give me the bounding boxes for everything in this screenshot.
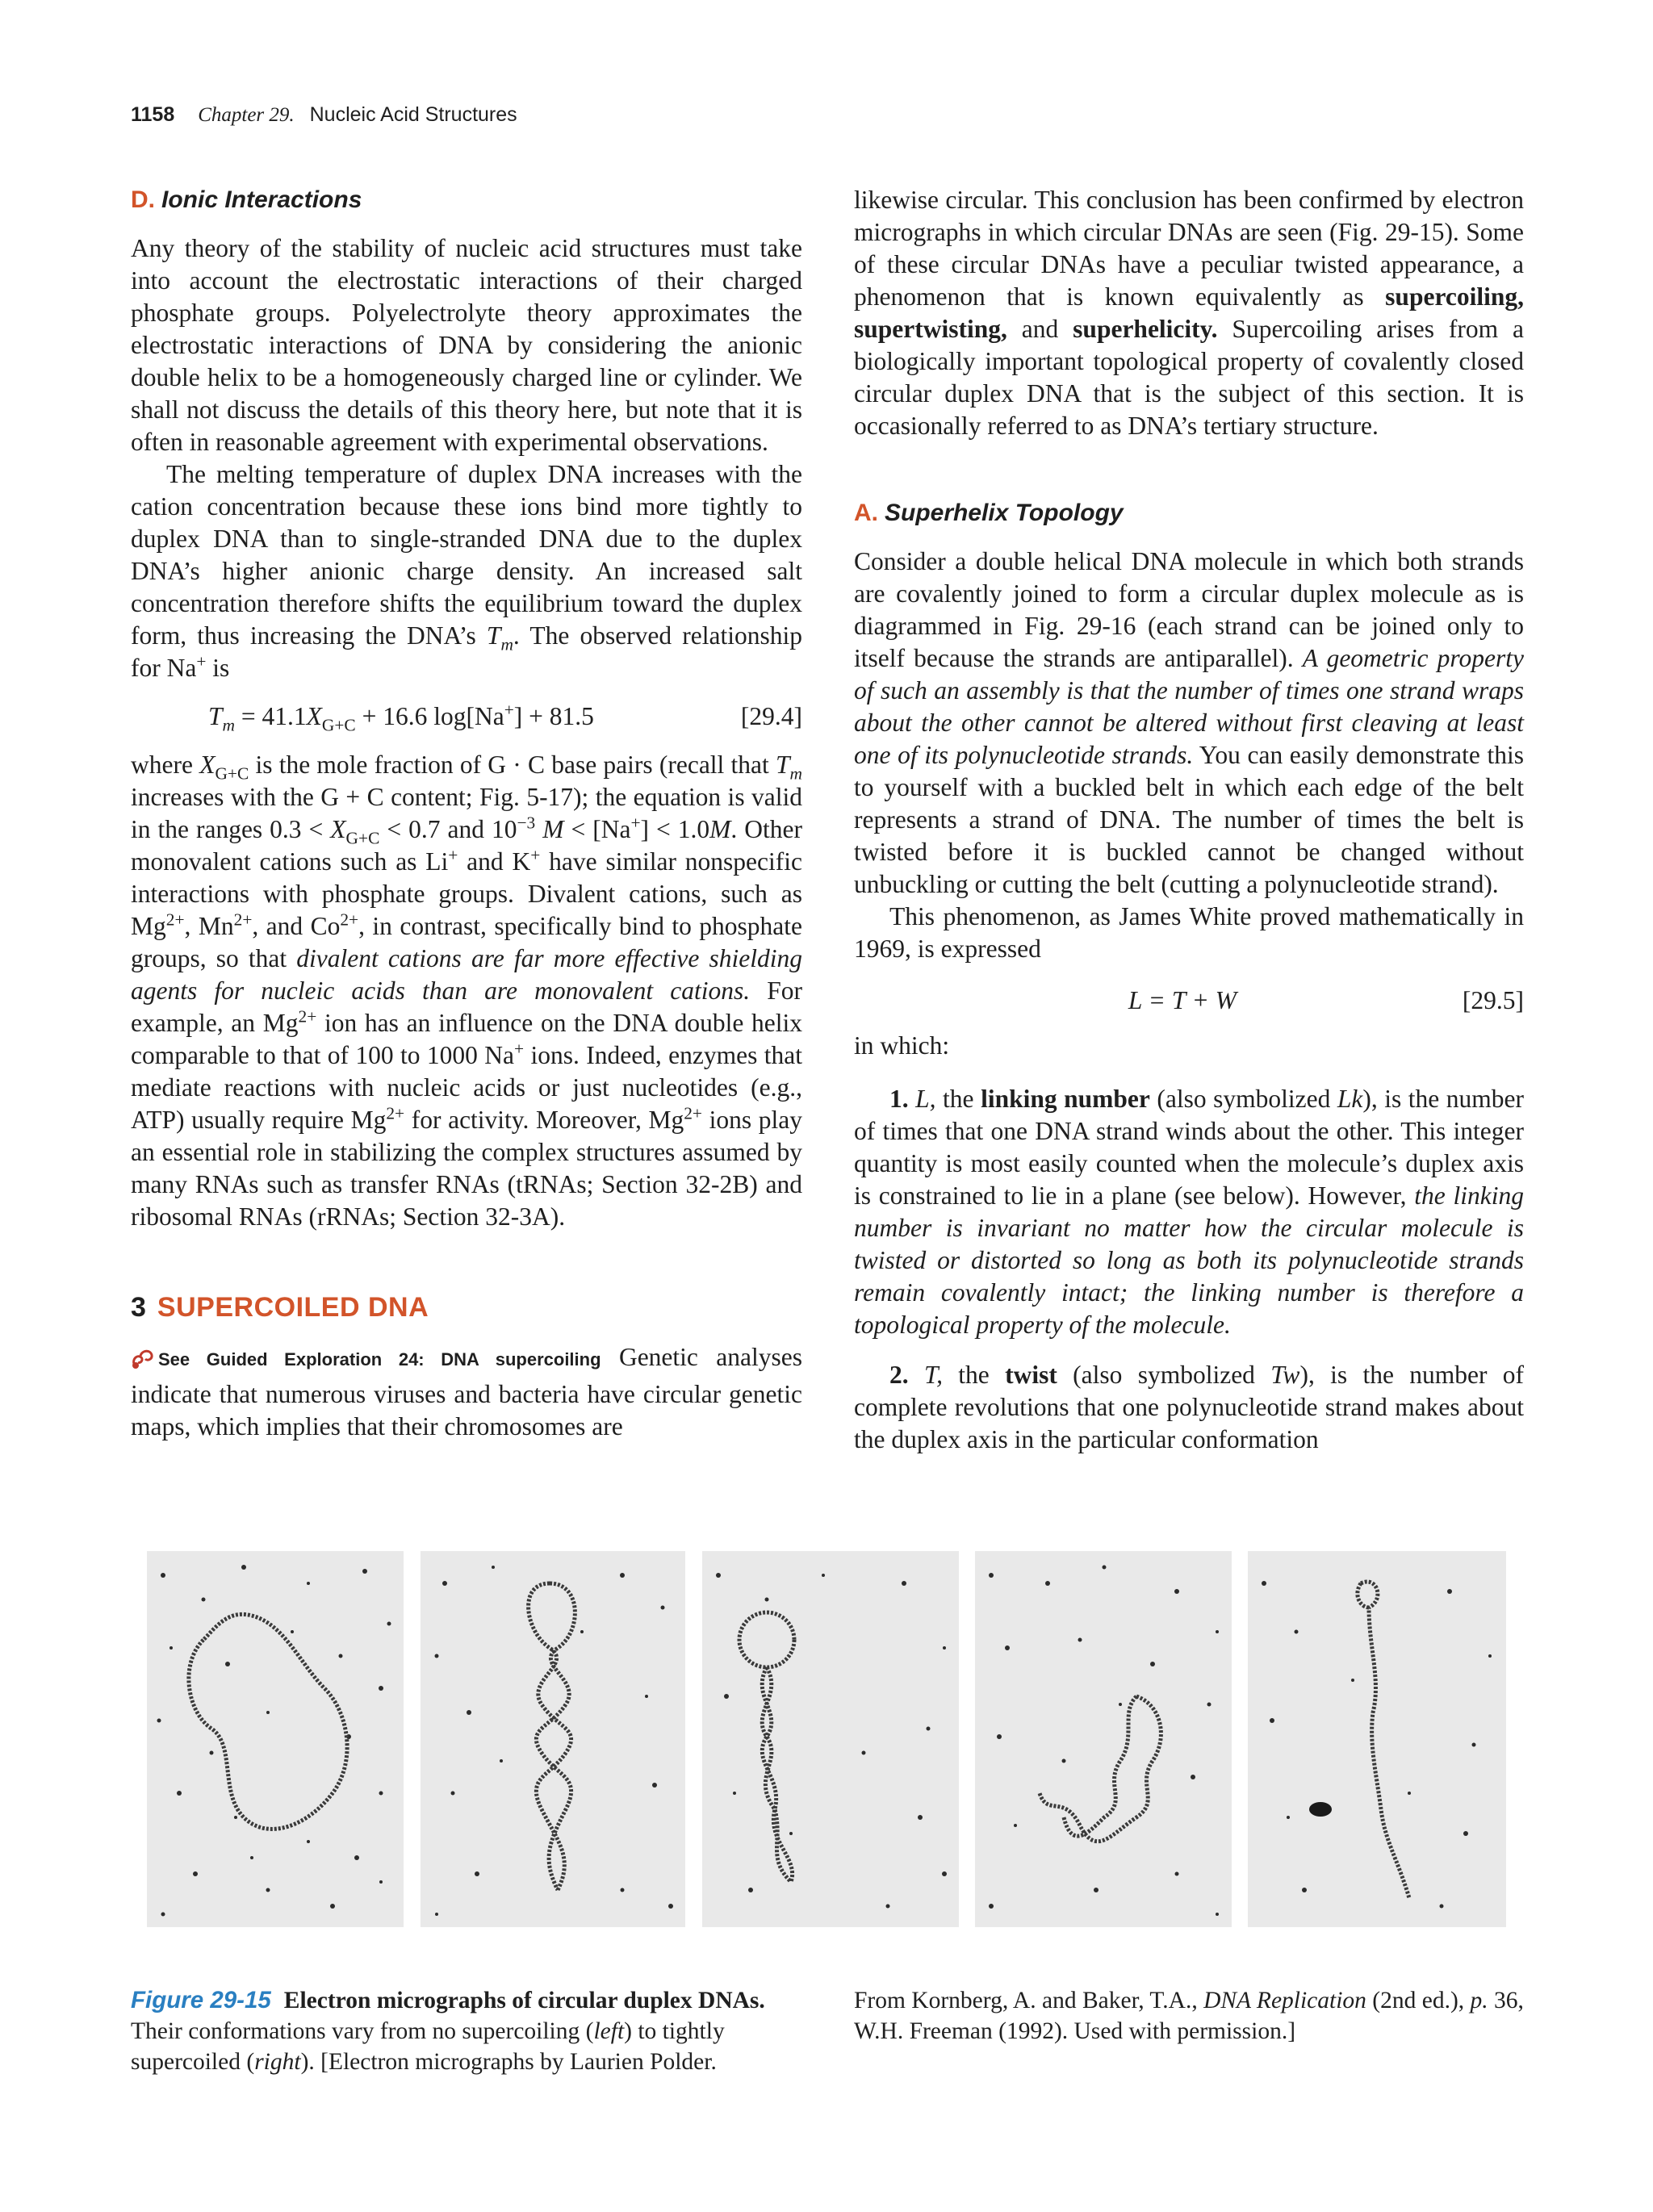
equation-29-4-number: [29.4] — [740, 702, 802, 730]
section-3-heading — [131, 1291, 802, 1323]
list-item-twist: 2. T, the twist (also symbolized Tw), is the number of complete revolutions that one polynucleotide strand makes about the duplex axis in the particular conformation — [854, 1361, 1525, 1453]
micrograph-moderately-supercoiled — [702, 1551, 959, 1927]
guided-exploration-icon[interactable] — [131, 1346, 155, 1378]
figure-caption: Figure 29-15 Electron micrographs of circular duplex DNAs. Their conformations vary from no supercoiling (left) to tightly supercoiled (right). [Electron micrographs by Laurien Polder. — [131, 1987, 765, 2075]
paragraph-divalent-cations: where $X_{G+C}$ is the mole fraction of G · C base pairs (recall that $T_m$ increases with the G + C content; Fig. 5-17); the equation is valid in the ranges $0.3 < X_{G+C} < 0.7$ and $10^{-3}$ M < [Na+] < 1.0M. Other monovalent cations such as Li+ and K+ have similar nonspecific interactions with phosphate groups. Divalent cations, such as $Mg^{2+}$, $Mn^{2+}$, and $Co^{2+}$, in contrast, specifically bind to phosphate groups, so that divalent cations are far more effective shielding agents for nucleic acids than are monovalent cations. For example, an $Mg^{2+}$ ion has an influence on the DNA double helix comparable to that of 100 to 1000 Na+ ions. Indeed, enzymes that mediate reactions with nucleic acids or just nucleotides (e.g., ATP) usually require $Mg^{2+}$ for activity. Moreover, $Mg^{2+}$ ions play an essential role in stabilizing the complex structures assumed by many RNAs such as transfer RNAs (tRNAs; Section 32-2B) and ribosomal RNAs (rRNAs; Section 32-3A). — [131, 751, 802, 1231]
figure-label: Figure 29-15 — [131, 1987, 271, 2013]
equation-29-5 — [854, 985, 1524, 1017]
section-a-title: Superhelix Topology — [885, 500, 1124, 526]
paragraph-genetic-analyses: See Guided Exploration 24: DNA supercoiling Genetic analyses indicate that numerous viruses and bacteria have circular genetic maps, which implies that their chromosomes are — [131, 1343, 802, 1441]
figure-29-15-micrographs — [147, 1551, 1506, 1927]
right-column — [854, 184, 1524, 1456]
equation-29-4 — [131, 700, 802, 733]
micrograph-highly-supercoiled-image — [975, 1551, 1232, 1927]
paragraph-melting-temperature: The melting temperature of duplex DNA increases with the cation concentration because these ions bind more tightly to duplex DNA than to single-stranded DNA due to the duplex DNA’s higher anionic charge density. An increased salt concentration therefore shifts the equilibrium toward the duplex form, thus increasing the DNA’s $T_m$. The observed relationship for Na+ is — [131, 460, 802, 682]
paragraph-james-white: This phenomenon, as James White proved mathematically in 1969, is expressed — [854, 902, 1524, 963]
section-a-heading — [854, 497, 1524, 529]
running-head — [131, 103, 517, 127]
equation-29-4-formula: $T_m = 41.1X_{G+C} + 16.6$ log[Na+] + 81.5 — [208, 700, 594, 735]
in-which-label: in which: — [854, 1031, 950, 1060]
micrograph-relaxed — [147, 1551, 404, 1927]
micrograph-tightly-supercoiled — [1248, 1551, 1506, 1927]
paragraph-circular-dna: likewise circular. This conclusion has been confirmed by electron micrographs in which circular DNAs are seen (Fig. 29-15). Some of these circular DNAs have a peculiar twisted appearance, a phenomenon that is known equivalently as supercoiling, supertwisting, and superhelicity. Supercoiling arises from a biologically important topological property of covalently closed circular duplex DNA that is the subject of this section. It is occasionally referred to as DNA’s tertiary structure. — [854, 186, 1524, 440]
left-column — [131, 184, 802, 1443]
section-d-letter: D. — [131, 186, 155, 213]
figure-credit: From Kornberg, A. and Baker, T.A., DNA Replication (2nd ed.), p. 36, W.H. Freeman (1992). Used with permission.] — [854, 1988, 1524, 2044]
micrograph-slightly-supercoiled — [421, 1551, 685, 1927]
micrograph-highly-supercoiled — [975, 1551, 1232, 1927]
section-3-number: 3 — [131, 1292, 146, 1323]
chapter-label: Chapter 29. — [198, 104, 295, 126]
page-number: 1158 — [131, 103, 175, 126]
figure-title: Electron micrographs of circular duplex DNAs. — [283, 1988, 765, 2013]
paragraph-superhelix-topology: Consider a double helical DNA molecule in which both strands are covalently joined to form a circular duplex molecule as is diagrammed in Fig. 29-16 (each strand can be joined only to itself because the strands are antiparallel). A geometric property of such an assembly is that the number of times one strand wraps about the other cannot be altered without first cleaving at least one of its polynucleotide strands. You can easily demonstrate this to yourself with a buckled belt in which each edge of the belt represents a strand of DNA. The number of times the belt is twisted before it is buckled cannot be changed without unbuckling or cutting the belt (cutting a polynucleotide strand). — [854, 547, 1524, 898]
equation-29-5-number: [29.5] — [1462, 986, 1524, 1014]
section-d-title: Ionic Interactions — [161, 186, 362, 213]
section-d-heading — [131, 184, 802, 216]
micrograph-slightly-supercoiled-image — [421, 1551, 685, 1927]
equation-29-5-formula: L = T + W — [1128, 986, 1237, 1014]
chapter-title: Nucleic Acid Structures — [309, 103, 517, 126]
section-a-letter: A. — [854, 500, 878, 526]
guided-exploration-link[interactable]: See Guided Exploration 24: DNA supercoiling — [158, 1349, 601, 1369]
list-item-linking-number: 1. L, the linking number (also symbolized Lk), is the number of times that one DNA strand winds about the other. This integer quantity is most easily counted when the molecule’s duplex axis is constrained to lie in a plane (see below). However, the linking number is invariant no matter how the circular molecule is twisted or distorted so long as both its polynucleotide strands remain covalently intact; the linking number is therefore a topological property of the molecule. — [854, 1085, 1525, 1339]
section-3-title: SUPERCOILED DNA — [157, 1292, 429, 1323]
micrograph-moderately-supercoiled-image — [702, 1551, 959, 1927]
micrograph-relaxed-image — [147, 1551, 404, 1927]
micrograph-tightly-supercoiled-image — [1248, 1551, 1506, 1927]
paragraph-polyelectrolyte: Any theory of the stability of nucleic acid structures must take into account the electrostatic interactions of their charged phosphate groups. Polyelectrolyte theory approximates the electrostatic interactions of DNA by considering the anionic double helix to be a homogeneously charged line or cylinder. We shall not discuss the details of this theory here, but note that it is often in reasonable agreement with experimental observations. — [131, 234, 802, 456]
